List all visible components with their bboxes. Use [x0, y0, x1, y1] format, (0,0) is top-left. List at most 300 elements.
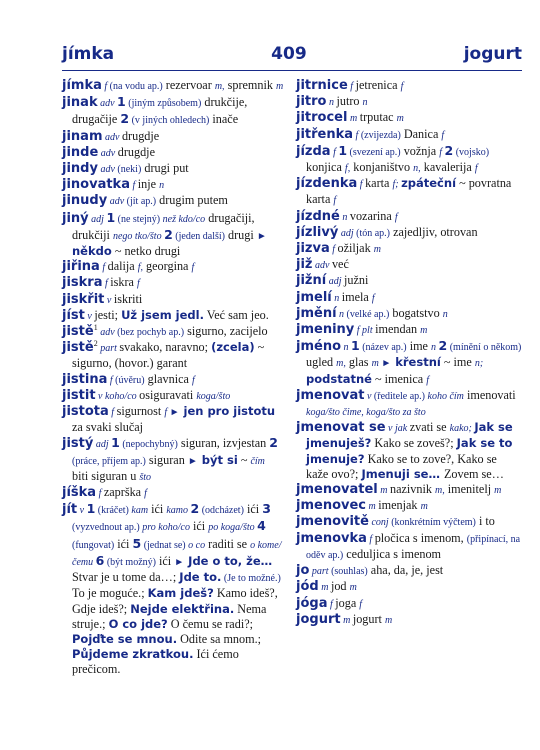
dictionary-entry	[62, 324, 284, 340]
headword: jóga	[296, 595, 328, 611]
translation: Kako se zoveš?;	[371, 436, 457, 451]
grammar-label: f	[441, 129, 445, 141]
translation: južni	[343, 273, 369, 288]
usage-note: (konkrétním výčtem)	[391, 517, 476, 529]
headword: jistý	[62, 436, 94, 452]
translation: jod	[330, 579, 350, 594]
sense-number: 2	[269, 435, 278, 451]
dictionary-entry	[296, 579, 522, 595]
grammar-label: adv	[97, 98, 118, 110]
grammar-label: n	[442, 308, 448, 320]
dictionary-entry	[296, 596, 522, 612]
dictionary-entry	[62, 435, 284, 485]
translation: Ići ćemo prečicom.	[72, 647, 239, 677]
sense-number: 6	[95, 552, 105, 568]
translation: vozarina	[349, 208, 395, 223]
grammar-label: m	[420, 325, 428, 337]
grammar-label: m,	[435, 485, 445, 497]
translation: imela	[341, 289, 372, 304]
usage-note: (úvěru)	[115, 374, 145, 386]
grammar-label: n;	[474, 358, 484, 370]
grammar-label: f,	[344, 163, 351, 175]
translation: inje	[137, 177, 160, 192]
dictionary-entry	[62, 404, 284, 435]
usage-note: (nepochybný)	[119, 439, 178, 451]
phrase-marker: ►	[381, 358, 392, 370]
grammar-label: v	[104, 294, 114, 306]
phrase: O co jde?	[108, 616, 168, 631]
translation: i to	[475, 514, 495, 529]
grammar-label: m	[347, 113, 360, 125]
headword: jméno	[296, 339, 342, 355]
phrase: Jde o to, že…	[184, 553, 273, 568]
headword: jitro	[296, 94, 327, 110]
usage-note: (souhlas)	[331, 566, 368, 578]
usage-note: (kráčet)	[95, 505, 132, 517]
usage-note: (Je to možné.)	[221, 573, 281, 585]
phrase-marker: ►	[169, 407, 180, 419]
dictionary-entry	[62, 259, 284, 275]
translation: spremnik	[224, 78, 277, 92]
phrase: (zcela)	[211, 340, 255, 355]
translation: ceduljica s imenom	[343, 546, 442, 561]
grammar-label: m	[340, 614, 353, 626]
translation: drugdje	[121, 128, 160, 143]
translation: ići	[189, 519, 209, 534]
dictionary-entry	[296, 420, 522, 482]
headword: jmenovatel	[296, 482, 378, 498]
translation: inače	[209, 112, 239, 127]
translation: jesti;	[94, 307, 122, 322]
grammar-label: part	[97, 343, 120, 355]
translation: svakako, naravno;	[119, 340, 212, 355]
grammar-label: f	[191, 262, 195, 274]
translation: već	[331, 257, 349, 272]
translation: drukčije, drugačije	[72, 95, 248, 127]
dictionary-entry	[296, 482, 522, 498]
headword: jízda	[296, 143, 331, 159]
grammar-label: f	[439, 146, 445, 158]
dictionary-entry	[296, 306, 522, 322]
page-number: 409	[271, 44, 307, 64]
headword: jmeniny	[296, 322, 355, 338]
headword: jmenovitě	[296, 514, 369, 530]
headword: jiskra	[62, 275, 103, 291]
headword: jitrocel	[296, 110, 348, 126]
column-left	[62, 78, 284, 678]
usage-note: (být možný)	[104, 556, 156, 568]
dictionary-entry	[62, 388, 284, 404]
translation: ~ netko drugi	[111, 244, 181, 259]
grammar-label: f	[400, 81, 404, 92]
phrase: zpáteční	[401, 176, 457, 191]
grammar-label: f	[164, 407, 170, 419]
usage-note: (mínění o někom)	[447, 342, 522, 354]
headword: jizva	[296, 241, 330, 257]
grammar-label: koho čím	[427, 390, 464, 402]
grammar-label: conj	[368, 517, 392, 529]
dictionary-entry	[296, 498, 522, 514]
headword: jmenovec	[296, 498, 367, 514]
phrase: Kam jdeš?	[147, 586, 214, 601]
headword: jindy	[62, 161, 98, 177]
grammar-label: f	[333, 195, 337, 207]
translation: imenitelj	[444, 482, 495, 497]
headword: jmenovat se	[296, 420, 386, 436]
sense-number: 1	[338, 142, 348, 158]
headword: jízlivý	[296, 224, 339, 240]
grammar-label: m,	[214, 81, 225, 92]
dictionary-entry	[296, 241, 522, 257]
grammar-label: m	[371, 358, 382, 370]
phrase-marker: ►	[256, 230, 267, 242]
grammar-label: v	[364, 390, 374, 402]
translation: Odite sa mnom.;	[177, 631, 262, 646]
phrase: Nejde elektřina.	[130, 601, 235, 616]
sense-number: 1	[111, 435, 120, 451]
phrase: být si	[197, 452, 238, 467]
grammar-label: adj	[326, 276, 344, 288]
grammar-label: f	[394, 211, 398, 223]
dictionary-entry	[62, 372, 284, 388]
grammar-label: kam	[131, 505, 149, 517]
grammar-label: adj	[93, 439, 112, 451]
grammar-label: f	[191, 374, 195, 386]
sense-number: 1	[86, 501, 96, 517]
translation: ~ imenica	[371, 371, 427, 386]
headword: jímka	[62, 78, 102, 93]
grammar-label: m	[420, 501, 428, 513]
translation: Nema struje.;	[72, 601, 267, 631]
phrase: Půjdeme zkratkou.	[72, 647, 194, 662]
phrase: Pojďte se mnou.	[72, 631, 178, 646]
headword: jitrnice	[296, 78, 348, 93]
translation: jutro	[336, 94, 363, 109]
dictionary-entry	[296, 531, 522, 563]
translation: jogurt	[352, 611, 385, 626]
dictionary-entry	[62, 193, 284, 209]
translation: iskra	[110, 275, 138, 290]
translation: zajedljiv, otrovan	[390, 224, 478, 239]
grammar-label: n	[339, 211, 350, 223]
grammar-label: f	[474, 163, 478, 175]
translation: rezervoar	[162, 78, 215, 92]
headword: jít	[62, 502, 78, 518]
translation: konjica	[306, 160, 345, 175]
grammar-label: f	[371, 292, 375, 304]
sense-number: 1	[351, 338, 360, 354]
guide-word-first: jímka	[62, 44, 115, 64]
phrase: někdo	[72, 244, 112, 259]
headword: jitřenka	[296, 126, 354, 142]
headword: jiskřit	[62, 291, 105, 307]
grammar-label: f	[366, 533, 375, 545]
sense-number: 2	[190, 501, 200, 517]
grammar-label: n	[336, 308, 347, 320]
grammar-label: f	[101, 81, 110, 92]
grammar-label: kako;	[449, 423, 475, 435]
sense-number: 2	[120, 111, 130, 127]
translation: pločica s imenom,	[374, 530, 467, 545]
translation: biti siguran u	[72, 468, 140, 483]
phrase: Už jsem jedl.	[121, 307, 204, 322]
guide-word-last: jogurt	[463, 44, 522, 64]
sense-number: 1	[106, 209, 116, 225]
phrase-marker: ►	[174, 556, 185, 568]
headword: jižní	[296, 273, 327, 289]
dictionary-entry	[296, 143, 522, 176]
grammar-label: f	[426, 374, 430, 386]
dictionary-entry	[62, 210, 284, 260]
grammar-label: koga/što	[196, 390, 231, 402]
headword: již	[296, 257, 313, 273]
grammar-label: adv	[97, 164, 118, 176]
translation: bogatstvo	[389, 305, 443, 320]
headword: jmenovka	[296, 530, 367, 546]
grammar-label: n	[331, 292, 342, 304]
headword: jmelí	[296, 289, 332, 305]
grammar-label: v jak	[385, 423, 410, 435]
translation: nazivnik	[389, 482, 435, 497]
grammar-label: v koho/co	[95, 390, 140, 402]
translation: ići	[148, 502, 167, 517]
grammar-label: m	[318, 582, 331, 594]
grammar-label: adv	[98, 147, 118, 159]
translation: ime	[406, 339, 432, 354]
translation: sigurno, zacijelo	[184, 324, 268, 339]
translation: ići	[243, 502, 263, 517]
translation: trputac	[359, 110, 397, 125]
grammar-label: f	[357, 179, 366, 191]
grammar-label: pro koho/co	[142, 522, 190, 534]
translation: ići	[114, 536, 133, 551]
grammar-label: part	[309, 566, 332, 578]
grammar-label: m	[349, 582, 357, 594]
translation: konjaništvo	[350, 160, 414, 175]
grammar-label: nego tko/što	[112, 230, 165, 242]
phrase-marker: ►	[187, 455, 198, 467]
headword: jmenovat	[296, 387, 365, 403]
sense-number: 4	[257, 518, 266, 534]
headword: jinudy	[62, 193, 108, 209]
dictionary-entry	[296, 176, 522, 208]
translation: karta	[365, 176, 393, 191]
translation: drugi	[224, 227, 257, 242]
translation: siguran	[145, 452, 188, 467]
translation: ožiljak	[337, 241, 374, 256]
translation: drugačiji, drukčiji	[72, 210, 255, 242]
headword: jo	[296, 563, 310, 579]
headword: jiřina	[62, 259, 100, 275]
usage-note: (jeden další)	[172, 230, 225, 242]
usage-note: (vyzvednout ap.)	[72, 522, 143, 534]
translation: glavnica	[144, 371, 192, 386]
translation: iskriti	[113, 291, 143, 306]
grammar-label: f	[107, 374, 116, 386]
translation: imenjak	[378, 498, 421, 513]
usage-note: (jiným způsobem)	[125, 98, 202, 110]
grammar-label: n	[341, 342, 352, 354]
translation: ići	[155, 553, 175, 568]
dictionary-entry	[296, 338, 522, 388]
grammar-label: f plt	[354, 325, 376, 337]
usage-note: (tón ap.)	[356, 227, 391, 239]
grammar-label: adj	[88, 213, 107, 225]
translation: To je moguće.;	[72, 586, 148, 601]
grammar-label: m	[396, 113, 404, 125]
headword: jinde	[62, 144, 99, 160]
translation: aha, da, je, jest	[367, 563, 444, 578]
translation: Kako se to zove?, Kako se kaže ovo?;	[306, 451, 497, 481]
dictionary-entry	[296, 127, 522, 143]
headword: jistě	[62, 324, 94, 340]
usage-note: (fungovat)	[72, 539, 115, 551]
usage-note: (vojsko)	[453, 146, 490, 158]
translation: zvati se	[409, 420, 450, 435]
grammar-label: n	[431, 342, 439, 354]
translation: joga	[335, 595, 360, 610]
translation: drugi put	[141, 161, 189, 176]
dictionary-entry	[296, 514, 522, 530]
headword: jistit	[62, 387, 96, 403]
grammar-label: f	[359, 598, 363, 610]
grammar-label: adj	[338, 227, 357, 239]
dictionary-entry	[62, 501, 284, 677]
translation: drugim putem	[156, 193, 228, 208]
grammar-label: f;	[392, 179, 402, 191]
grammar-label: koga/što čime, koga/što za što	[306, 407, 426, 419]
dictionary-entry	[296, 388, 522, 420]
translation: Stvar je u tome da…;	[72, 570, 180, 585]
translation: dalija	[107, 259, 138, 274]
grammar-label: f	[327, 598, 336, 610]
usage-note: (zvijezda)	[360, 129, 401, 141]
translation: Danica	[400, 126, 442, 141]
phrase: jen pro jistotu	[179, 404, 276, 419]
headword: jmění	[296, 305, 337, 321]
grammar-label: n	[159, 180, 165, 192]
usage-note: (neki)	[117, 164, 142, 176]
dictionary-entry	[62, 129, 284, 145]
dictionary-entry	[296, 563, 522, 579]
grammar-label: f	[102, 278, 111, 290]
grammar-label: v	[84, 310, 95, 322]
dictionary-entry	[296, 78, 522, 94]
grammar-label: adv	[312, 260, 332, 272]
dictionary-entry	[296, 110, 522, 126]
grammar-label: n,	[413, 163, 421, 175]
phrase: Jak se jmenuješ?	[306, 420, 513, 451]
dictionary-entry	[62, 145, 284, 161]
headword: jinak	[62, 95, 98, 111]
usage-note: (bez pochyb ap.)	[117, 327, 185, 339]
usage-note: (název ap.)	[359, 342, 407, 354]
grammar-label: m	[276, 81, 284, 92]
grammar-label: o co	[188, 539, 206, 551]
grammar-label: m,	[336, 358, 346, 370]
translation: sigurnost	[116, 404, 165, 419]
translation: ~ povratna karta	[306, 176, 512, 207]
translation: raditi se	[205, 536, 251, 551]
phrase: Jde to.	[179, 570, 222, 585]
grammar-label: adv	[107, 196, 127, 208]
grammar-label: v	[77, 505, 87, 517]
grammar-label: m	[494, 485, 502, 497]
grammar-label: čím	[250, 455, 265, 467]
grammar-label: f	[347, 81, 356, 92]
dictionary-entry	[62, 78, 284, 94]
grammar-label: m	[366, 501, 379, 513]
sense-number: 1	[117, 94, 126, 110]
translation: Već sam jeo.	[203, 307, 269, 322]
headword: jistina	[62, 371, 108, 387]
translation: drugdje	[117, 144, 155, 159]
translation: za svaki slučaj	[72, 420, 144, 435]
grammar-label: f	[137, 278, 140, 290]
grammar-label: f	[108, 407, 117, 419]
grammar-label: adv	[97, 327, 118, 339]
headword: jízdné	[296, 208, 340, 224]
grammar-label: f	[144, 488, 147, 500]
grammar-label: f	[330, 146, 339, 158]
homograph-index: 1	[93, 322, 98, 332]
translation: glas	[345, 355, 372, 370]
phrase: podstatné	[306, 371, 372, 386]
phrase: křestní	[391, 355, 441, 370]
grammar-label: kamo	[166, 505, 191, 517]
grammar-label: m	[373, 244, 381, 256]
headword: jistota	[62, 404, 109, 420]
translation: ~ sigurno, (hovor.) garant	[72, 340, 265, 371]
dictionary-entry	[62, 177, 284, 193]
translation: O čemu se radi?;	[167, 616, 253, 631]
dictionary-entry	[62, 94, 284, 128]
translation: ~	[237, 452, 251, 467]
grammar-label: než kdo/co	[162, 213, 206, 225]
grammar-label: f,	[137, 262, 143, 274]
dictionary-entry	[296, 612, 522, 628]
headword: jiný	[62, 210, 89, 226]
grammar-label: m	[377, 485, 390, 497]
grammar-label: adv	[102, 131, 122, 143]
dictionary-entry	[62, 485, 284, 501]
usage-note: (na vodu ap.)	[109, 81, 163, 92]
usage-note: (ředitele ap.)	[373, 390, 428, 402]
usage-note: (odcházet)	[199, 505, 244, 517]
dictionary-entry	[296, 322, 522, 338]
headword: jinovatka	[62, 177, 130, 193]
usage-note: (jít ap.)	[126, 196, 157, 208]
usage-note: (velké ap.)	[346, 308, 390, 320]
translation: siguran, izvjestan	[177, 436, 270, 451]
translation: zaprška	[103, 485, 145, 500]
translation: vožnja	[400, 143, 440, 158]
headword: jíška	[62, 485, 97, 501]
grammar-label: f	[129, 180, 138, 192]
column-right	[296, 78, 522, 628]
sense-number: 5	[132, 535, 142, 551]
translation: imenovati	[463, 387, 516, 402]
dictionary-entry	[62, 308, 284, 324]
dictionary-entry	[62, 340, 284, 371]
grammar-label: n	[362, 97, 368, 109]
translation: kavalerija	[420, 160, 475, 175]
dictionary-entry	[296, 273, 522, 289]
grammar-label: po koga/što	[208, 522, 258, 534]
sense-number: 2	[438, 338, 448, 354]
usage-note: (jednat se)	[141, 539, 189, 551]
headword: jistě	[62, 340, 94, 356]
